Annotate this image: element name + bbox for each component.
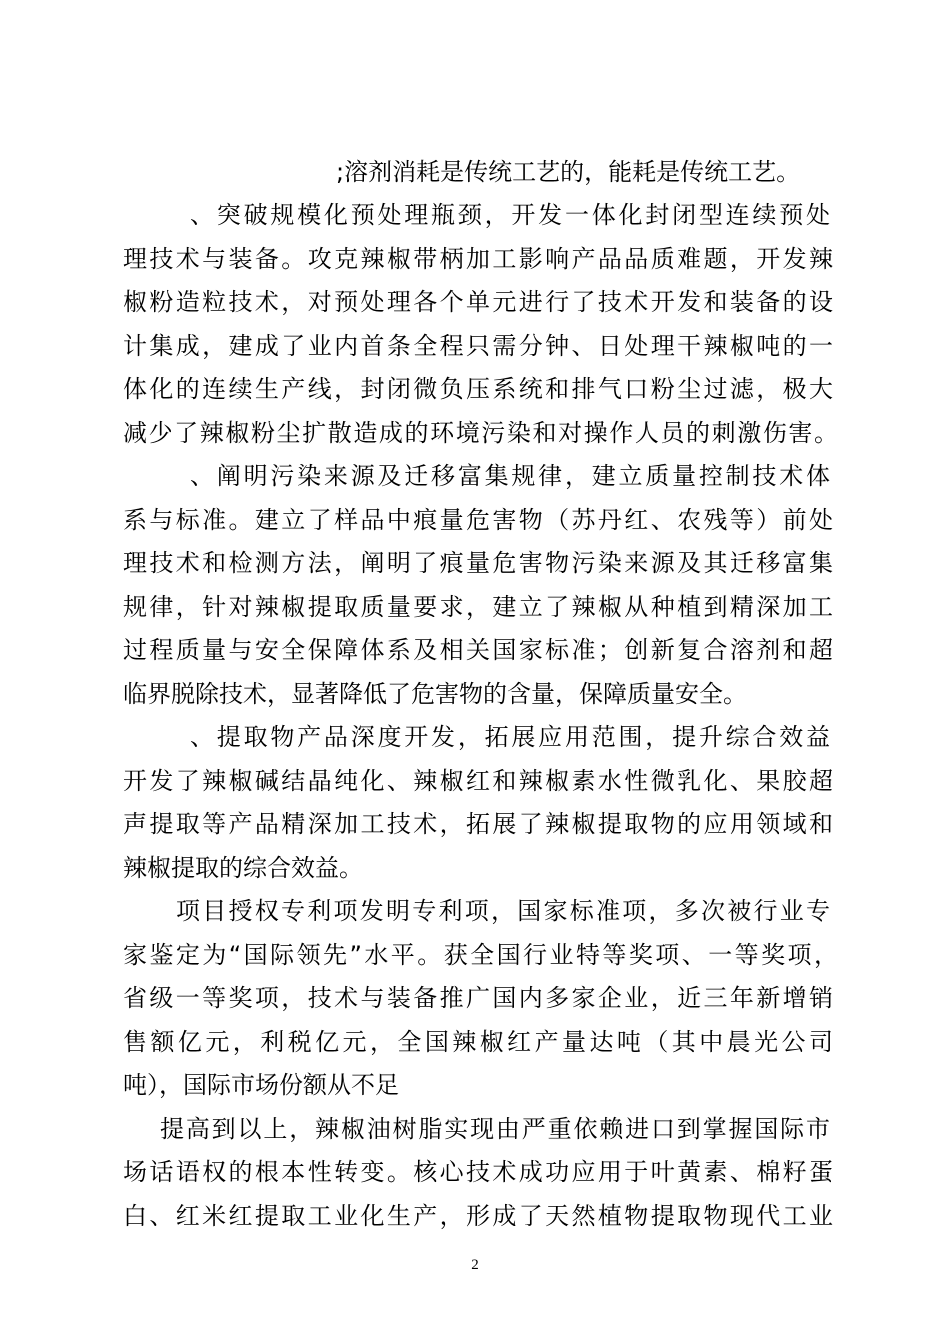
text-line: 、突破规模化预处理瓶颈，开发一体化封闭型连续预处 (190, 201, 830, 229)
text-line: 售额亿元，利税亿元，全国辣椒红产量达吨（其中晨光公司 (123, 1028, 833, 1056)
text-line: 规律，针对辣椒提取质量要求，建立了辣椒从种植到精深加工 (123, 593, 833, 621)
text-line: 开发了辣椒碱结晶纯化、辣椒红和辣椒素水性微乳化、果胶超 (123, 767, 833, 795)
text-line: 吨），国际市场份额从不足 (123, 1071, 399, 1099)
text-line: 场话语权的根本性转变。核心技术成功应用于叶黄素、棉籽蛋 (123, 1158, 833, 1186)
text-line: ;溶剂消耗是传统工艺的，能耗是传统工艺。 (336, 158, 801, 186)
text-line: 系与标准。建立了样品中痕量危害物（苏丹红、农残等）前处 (123, 506, 833, 534)
text-line: 家鉴定为“国际领先”水平。获全国行业特等奖项、一等奖项， (123, 941, 838, 969)
text-line: 过程质量与安全保障体系及相关国家标准；创新复合溶剂和超 (123, 636, 833, 664)
text-line: 、提取物产品深度开发，拓展应用范围，提升综合效益 (190, 723, 830, 751)
text-line: 省级一等奖项，技术与装备推广国内多家企业，近三年新增销 (123, 984, 833, 1012)
text-line: 椒粉造粒技术，对预处理各个单元进行了技术开发和装备的设 (123, 288, 833, 316)
text-line: 减少了辣椒粉尘扩散造成的环境污染和对操作人员的刺激伤害。 (123, 419, 838, 447)
text-line: 辣椒提取的综合效益。 (123, 854, 363, 882)
text-line: 声提取等产品精深加工技术，拓展了辣椒提取物的应用领域和 (123, 810, 833, 838)
text-line: 、阐明污染来源及迁移富集规律，建立质量控制技术体 (190, 462, 830, 490)
text-line: 理技术与装备。攻克辣椒带柄加工影响产品品质难题，开发辣 (123, 245, 833, 273)
text-line: 白、红米红提取工业化生产，形成了天然植物提取物现代工业 (123, 1202, 833, 1230)
text-line: 提高到以上，辣椒油树脂实现由严重依赖进口到掌握国际市 (160, 1115, 830, 1143)
page-number: 2 (471, 1257, 479, 1273)
text-line: 理技术和检测方法，阐明了痕量危害物污染来源及其迁移富集 (123, 549, 833, 577)
text-line: 临界脱除技术，显著降低了危害物的含量，保障质量安全。 (123, 680, 747, 708)
text-line: 计集成，建成了业内首条全程只需分钟、日处理干辣椒吨的一 (123, 332, 833, 360)
text-line: 项目授权专利项发明专利项，国家标准项，多次被行业专 (176, 897, 830, 925)
text-line: 体化的连续生产线，封闭微负压系统和排气口粉尘过滤，极大 (123, 375, 833, 403)
